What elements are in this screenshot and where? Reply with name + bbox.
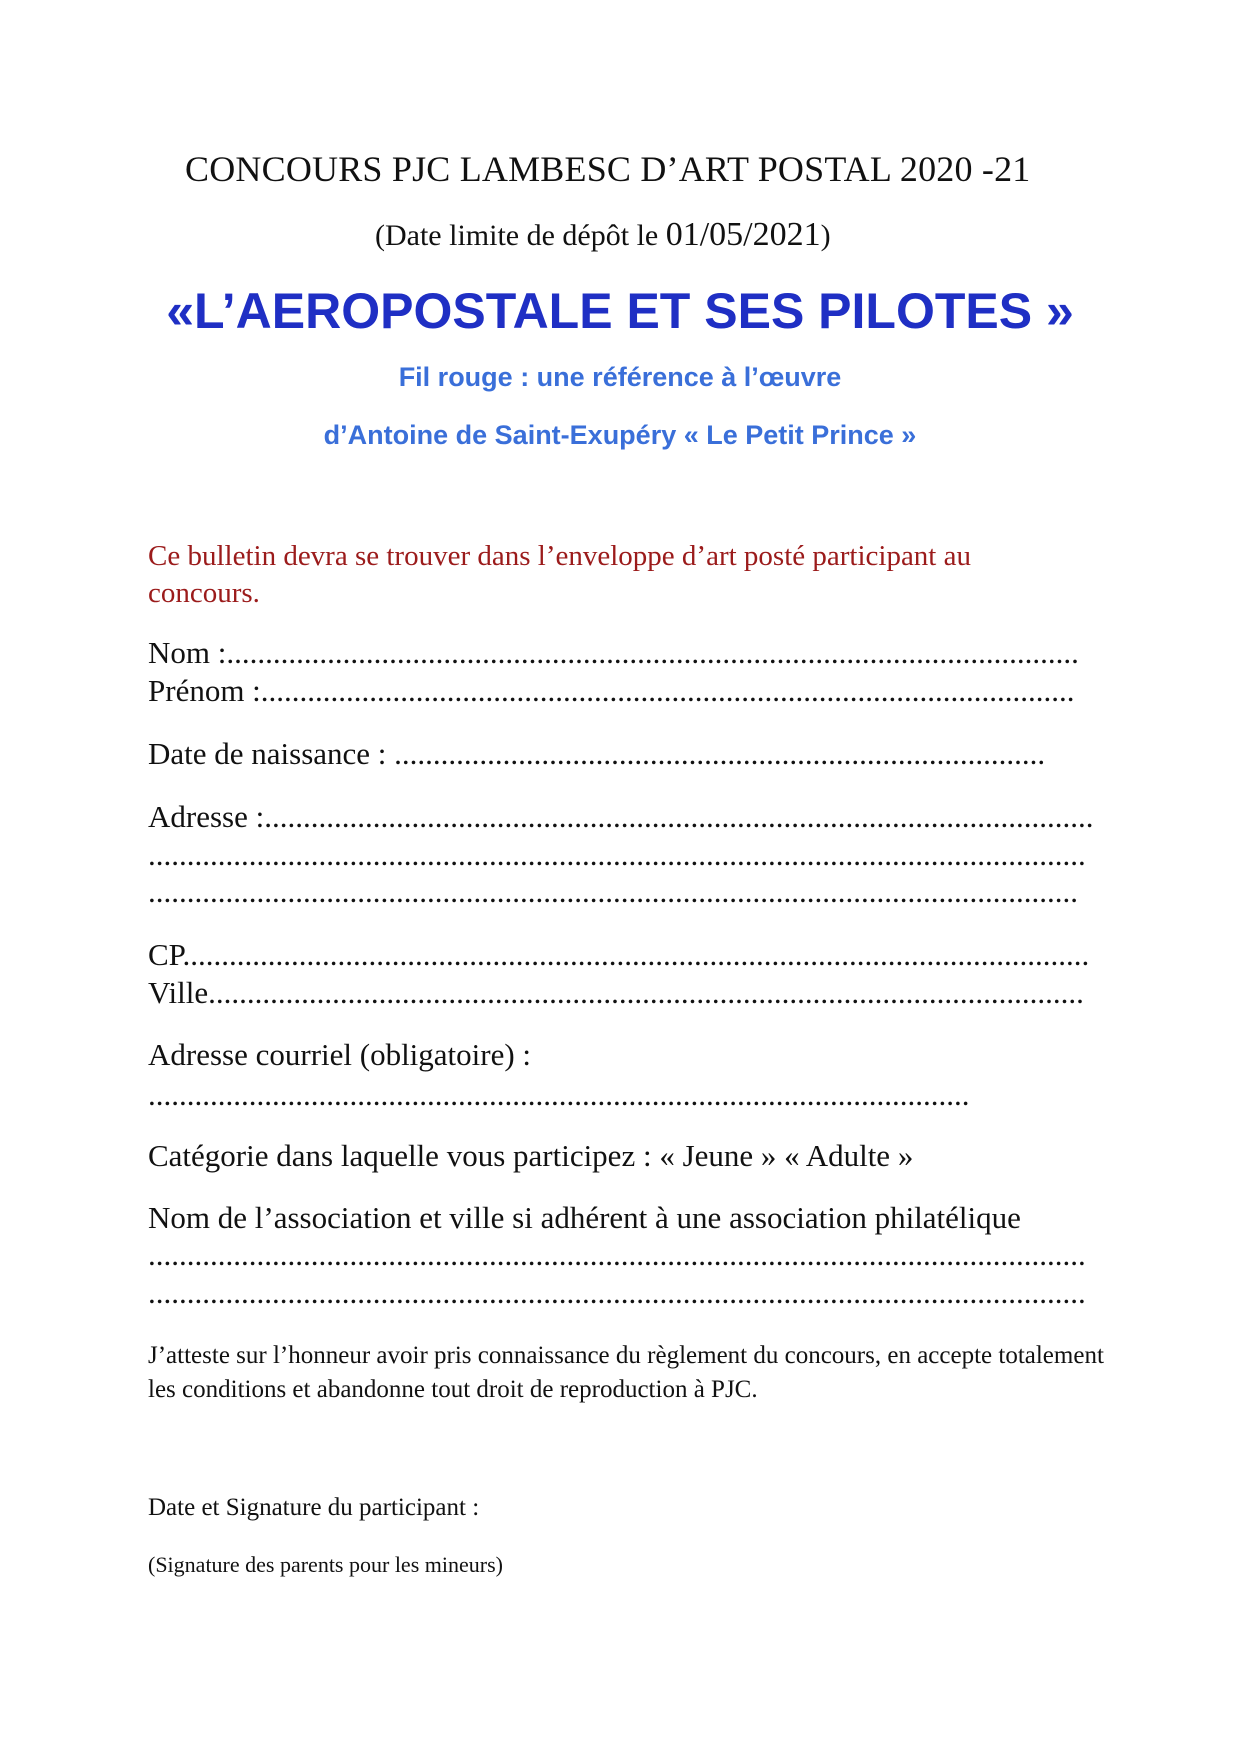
field-association-line1[interactable]: ......................................................................................................................... bbox=[148, 1237, 1086, 1272]
field-courriel-label: Adresse courriel (obligatoire) : bbox=[148, 1037, 532, 1072]
field-adresse-line2[interactable]: ......................................................................................................................... bbox=[148, 837, 1086, 872]
notice-text: Ce bulletin devra se trouver dans l’enveloppe d’art posté participant au concours. bbox=[148, 540, 971, 609]
field-cp[interactable]: CP..................................................................................................................... bbox=[148, 937, 1090, 972]
field-ville[interactable]: Ville................................................................................................................. bbox=[148, 975, 1084, 1010]
field-nom[interactable]: Nom :.............................................................................................................. bbox=[148, 635, 1079, 670]
theme-subtitle-line1: Fil rouge : une référence à l’œuvre bbox=[398, 362, 842, 392]
theme-subtitle-line2: d’Antoine de Saint-Exupéry « Le Petit Prince » bbox=[323, 420, 917, 450]
field-association-line2[interactable]: ......................................................................................................................... bbox=[148, 1275, 1086, 1310]
field-categorie: Catégorie dans laquelle vous participez : « Jeune » « Adulte » bbox=[148, 1138, 914, 1173]
deadline bbox=[375, 216, 831, 254]
field-date-naissance[interactable]: Date de naissance : .................................................................................... bbox=[148, 736, 1046, 771]
attestation-text: J’atteste sur l’honneur avoir pris connaissance du règlement du concours, en accepte totalement les conditions et abandonne tout droit de reproduction à PJC. bbox=[148, 1342, 1104, 1403]
theme-title: «L’AEROPOSTALE ET SES PILOTES » bbox=[166, 283, 1074, 339]
deadline-suffix: ) bbox=[820, 219, 831, 252]
field-adresse-line3[interactable]: ........................................................................................................................ bbox=[148, 874, 1078, 909]
deadline-prefix: (Date limite de dépôt le bbox=[375, 219, 666, 252]
contest-title: CONCOURS PJC LAMBESC D’ART POSTAL 2020 -21 bbox=[185, 149, 1031, 189]
deadline-date: 01/05/2021 bbox=[665, 216, 821, 253]
signature-note: (Signature des parents pour les mineurs) bbox=[148, 1552, 503, 1577]
field-adresse[interactable]: Adresse :........................................................................................................... bbox=[148, 799, 1094, 834]
signature-label: Date et Signature du participant : bbox=[148, 1494, 480, 1521]
field-association-label: Nom de l’association et ville si adhérent à une association philatélique bbox=[148, 1200, 1021, 1235]
field-prenom[interactable]: Prénom :......................................................................................................... bbox=[148, 673, 1075, 708]
field-courriel[interactable]: .......................................................................................................... bbox=[148, 1077, 970, 1112]
